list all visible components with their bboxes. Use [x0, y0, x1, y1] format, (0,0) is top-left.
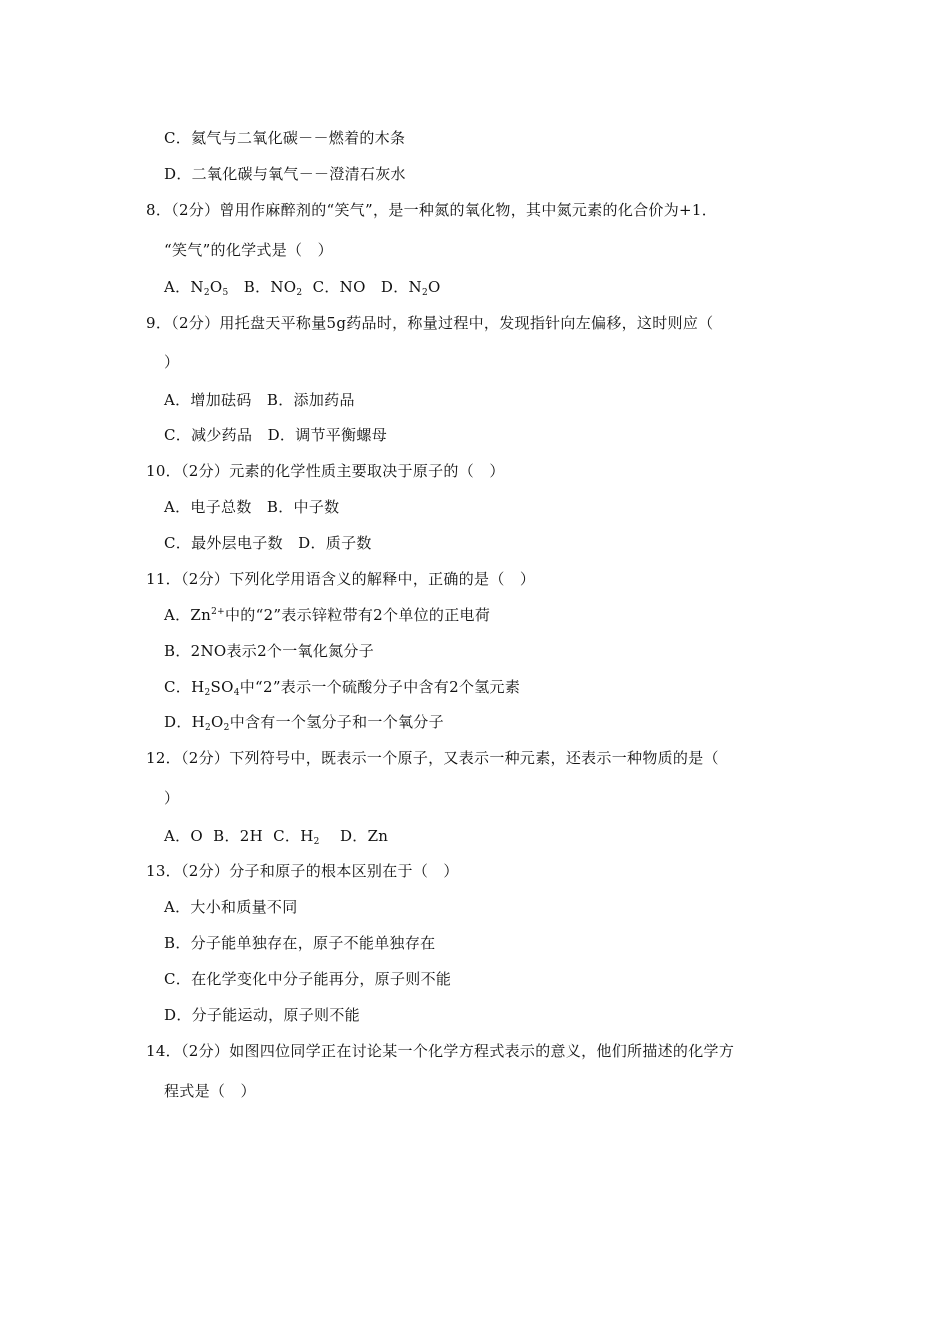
q10-options-row1: A．电子总数 B．中子数	[164, 498, 340, 516]
q8-stem-line2: “笑气”的化学式是（ ）	[164, 241, 333, 259]
q8-option-c: C．NO	[312, 278, 366, 296]
q8-stem-line1: 8．（2分）曾用作麻醉剂的“笑气”，是一种氮的氧化物，其中氮元素的化合价为+1．	[146, 201, 718, 219]
q11-option-a: A．$Zn^{2+}$中的“2”表示锌粒带有2个单位的正电荷	[164, 606, 491, 624]
q11-option-b: B．2NO表示2个一氧化氮分子	[164, 642, 375, 660]
q14-stem-line2: 程式是（ ）	[164, 1082, 256, 1100]
q13-option-a: A．大小和质量不同	[164, 898, 298, 916]
q9-stem-line1: 9．（2分）用托盘天平称量5g药品时，称量过程中，发现指针向左偏移，这时则应（	[146, 314, 714, 332]
q8-option-b: B．$NO_2$	[243, 278, 303, 298]
q11-option-d: D．$H_2O_2$中含有一个氢分子和一个氧分子	[164, 713, 444, 733]
q12-option-c: C．$H_2$	[273, 827, 320, 847]
q14-stem-line1: 14．（2分）如图四位同学正在讨论某一个化学方程式表示的意义，他们所描述的化学方	[146, 1042, 735, 1060]
q11-option-c: C．$H_2SO_4$中“2”表示一个硫酸分子中含有2个氢元素	[164, 678, 521, 698]
q7-option-c: C．氦气与二氧化碳－－燃着的木条	[164, 129, 406, 147]
q12-option-ab: A．O B．2H	[164, 827, 264, 845]
q9-options-row2: C．减少药品 D．调节平衡螺母	[164, 426, 388, 444]
q13-option-b: B．分子能单独存在，原子不能单独存在	[164, 934, 436, 952]
q10-options-row2: C．最外层电子数 D．质子数	[164, 534, 372, 552]
q7-option-d: D．二氧化碳与氧气－－澄清石灰水	[164, 165, 406, 183]
q9-stem-line2: ）	[164, 353, 180, 371]
q9-options-row1: A．增加砝码 B．添加药品	[164, 391, 355, 409]
q11-stem: 11．（2分）下列化学用语含义的解释中，正确的是（ ）	[146, 570, 536, 588]
q8-option-a: A．$N_2O_5$	[164, 278, 229, 298]
q12-stem-line1: 12．（2分）下列符号中，既表示一个原子，又表示一种元素，还表示一种物质的是（	[146, 749, 719, 767]
q13-option-d: D．分子能运动，原子则不能	[164, 1006, 360, 1024]
q8-option-d: D．$N_2O$	[380, 278, 441, 298]
q12-option-d: D．Zn	[339, 827, 389, 845]
q12-stem-line2: ）	[164, 789, 180, 807]
q8-options	[164, 277, 441, 297]
q13-stem: 13．（2分）分子和原子的根本区别在于（ ）	[146, 862, 459, 880]
q12-options	[164, 826, 388, 846]
q13-option-c: C．在化学变化中分子能再分，原子则不能	[164, 970, 452, 988]
q10-stem: 10．（2分）元素的化学性质主要取决于原子的（ ）	[146, 462, 505, 480]
